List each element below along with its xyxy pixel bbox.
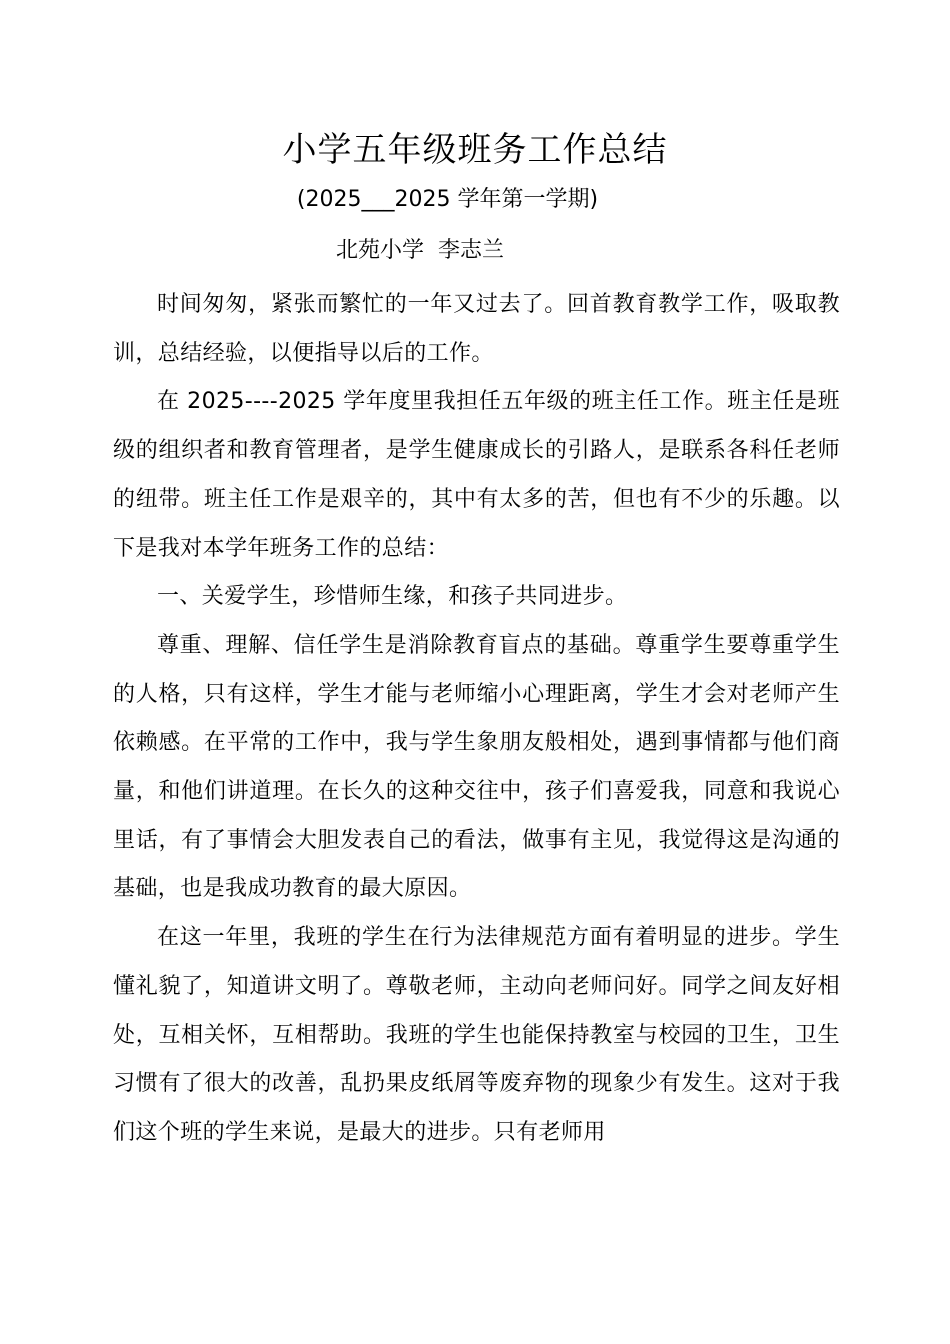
paragraph-intro: 时间匆匆，紧张而繁忙的一年又过去了。回首教育教学工作，吸取教训，总结经验，以便指导以后的工作。 [113,292,840,366]
document-subtitle: (2025___2025 学年第一学期) [296,187,599,212]
document-title: 小学五年级班务工作总结 [282,130,668,170]
document-author: 北苑小学 李志兰 [336,238,504,263]
paragraph-role: 在 2025----2025 学年度里我担任五年级的班主任工作。班主任是班级的组织者和教育管理者，是学生健康成长的引路人，是联系各科任老师的纽带。班主任工作是艰辛的，其中有太多的苦，但也有不少的乐趣。以下是我对本学年班务工作的总结： [113,389,840,561]
section-heading-1: 一、关爱学生，珍惜师生缘，和孩子共同进步。 [157,584,628,610]
document-body [113,281,840,1158]
paragraph-progress: 在这一年里，我班的学生在行为法律规范方面有着明显的进步。学生懂礼貌了，知道讲文明了。尊敬老师，主动向老师问好。同学之间友好相处，互相关怀，互相帮助。我班的学生也能保持教室与校园的卫生，卫生习惯有了很大的改善，乱扔果皮纸屑等废弃物的现象少有发生。这对于我们这个班的学生来说，是最大的进步。只有老师用 [113,925,840,1145]
paragraph-respect: 尊重、理解、信任学生是消除教育盲点的基础。尊重学生要尊重学生的人格，只有这样，学生才能与老师缩小心理距离，学生才会对老师产生依赖感。在平常的工作中，我与学生象朋友般相处，遇到事情都与他们商量，和他们讲道理。在长久的这种交往中，孩子们喜爱我，同意和我说心里话，有了事情会大胆发表自己的看法，做事有主见，我觉得这是沟通的基础，也是我成功教育的最大原因。 [113,632,840,902]
